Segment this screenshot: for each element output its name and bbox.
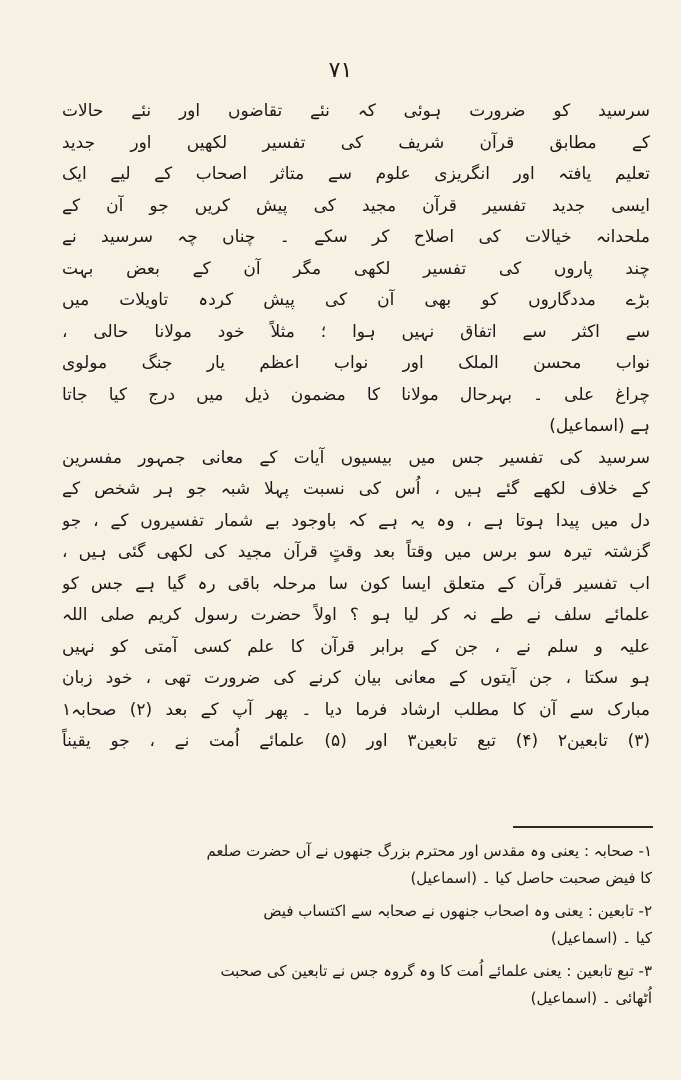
text-line: دل میں پیدا ہوتا ہے ، وہ یہ ہے کہ باوجود بے شمار تفسیروں کے ، جو xyxy=(62,510,650,531)
text-line: ایسی جدید تفسیر قرآن مجید کی پیش کریں جو آن کے xyxy=(62,195,650,216)
text-line: تعلیم یافتہ اور انگریزی علوم سے متاثر اصحاب کے لیے ایک xyxy=(62,164,650,184)
footnotes xyxy=(70,838,652,1018)
text-line: بڑے مددگاروں کو بھی آن کی پیش کردہ تاویلات میں xyxy=(62,290,650,310)
text-line: علیہ و سلم نے ، جن کے برابر قرآن کا علم کسی آمتی کو نہیں xyxy=(62,636,650,657)
text-line: نواب محسن الملک اور نواب اعظم یار جنگ مولوی xyxy=(62,353,650,373)
body-text xyxy=(62,96,650,758)
text-line: (۳) تابعین۲ (۴) تبع تابعین۳ اور (۵) علمائے اُمت نے ، جو یقیناً xyxy=(62,731,650,751)
footnote-1 xyxy=(70,838,652,892)
text-line: سرسید کو ضرورت ہوئی کہ نئے تقاضوں اور نئے حالات xyxy=(62,101,650,121)
text-line: کے مطابق قرآن شریف کی تفسیر لکھیں اور جدید xyxy=(62,132,650,153)
text-line: گزشتہ تیرہ سو برس میں وقتاً بعد وقتٍ قرآن مجید کی لکھی گئی ہیں ، xyxy=(62,542,650,562)
text-line: علمائے سلف نے طے نہ کر لیا ہو ؟ اولاً حضرت رسول کریم صلی اللہ xyxy=(62,605,650,625)
text-line: چراغ علی ۔ بہرحال مولانا کا مضمون ذیل میں درج کیا جاتا xyxy=(62,384,650,405)
text-line: چند پاروں کی تفسیر لکھی مگر آن کے بعض بہت xyxy=(62,258,650,279)
footnote-line: ۱- صحابہ : یعنی وہ مقدس اور محترم بزرگ جنھوں نے آں حضرت صلعم xyxy=(206,842,652,860)
text-line: کے خلاف لکھے گئے ہیں ، اُس کی نسبت پہلا شبہ جو ہر شخص کے xyxy=(62,479,650,499)
footnote-line: ۲- تابعین : یعنی وہ اصحاب جنھوں نے صحابہ سے اکتساب فیض xyxy=(263,902,652,920)
footnote-line: ۳- تبع تابعین : یعنی علمائے اُمت کا وہ گروہ جس نے تابعین کی صحبت xyxy=(220,962,652,980)
footnote-2 xyxy=(70,898,652,952)
text-line: مبارک سے آن کا مطلب ارشاد فرما دیا ۔ پھر آپ کے بعد (۲) صحابہ۱ xyxy=(62,699,650,720)
footnote-line: اُٹھائی ۔ (اسماعیل) xyxy=(530,989,652,1007)
footnote-line: کا فیض صحبت حاصل کیا ۔ (اسماعیل) xyxy=(410,869,652,887)
page-number: ۷۱ xyxy=(328,58,353,83)
footnote-line: کیا ۔ (اسماعیل) xyxy=(550,929,652,947)
text-line: ملحدانہ خیالات کی اصلاح کر سکے ۔ چناں چہ سرسید نے xyxy=(62,227,650,247)
text-line: ہے (اسماعیل) xyxy=(549,416,650,436)
footnote-3 xyxy=(70,958,652,1012)
text-line: سے اکثر سے اتفاق نہیں ہوا ؛ مثلاً خود مولانا حالی ، xyxy=(62,321,650,342)
text-line: سرسید کی تفسیر جس میں بیسیوں آیات کے معانی جمہور مفسرین xyxy=(62,447,650,468)
text-line: ہو سکتا ، جن آیتوں کے معانی بیان کرنے کی ضرورت تھی ، خود زبان xyxy=(62,668,650,688)
text-line: اب تفسیر قرآن کے متعلق ایسا کون سا مرحلہ باقی رہ گیا ہے جس کو xyxy=(62,573,650,594)
footnote-divider xyxy=(513,826,653,828)
